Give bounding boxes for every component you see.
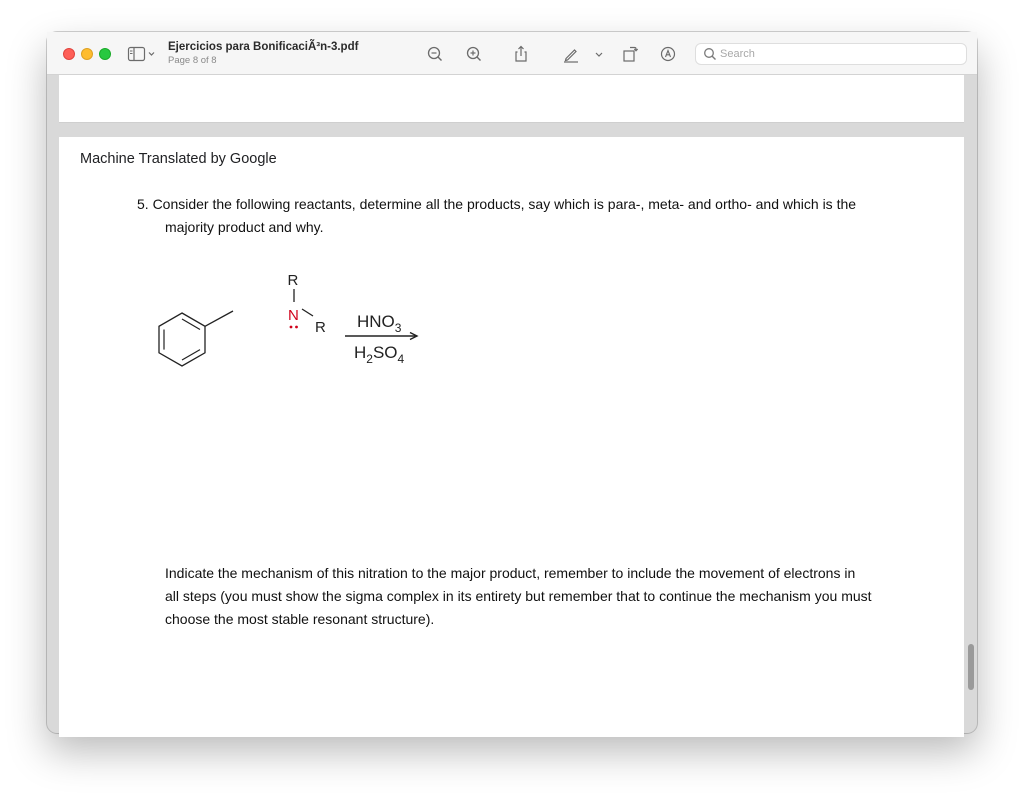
rotate-button[interactable]: [619, 43, 641, 65]
mechanism-instructions: [165, 562, 872, 631]
zoom-in-button[interactable]: [463, 43, 485, 65]
lone-pair-dot: [290, 326, 293, 329]
sidebar-toggle-button[interactable]: [127, 45, 159, 63]
preview-window: [47, 32, 977, 733]
page-indicator: Page 8 of 8: [168, 55, 217, 66]
aryl-nitrogen-bond: [205, 311, 233, 326]
vertical-scrollbar[interactable]: [968, 644, 974, 690]
search-field[interactable]: [695, 43, 967, 65]
lone-pair-dot: [295, 326, 298, 329]
zoom-out-icon: [424, 43, 446, 65]
annotate-button[interactable]: [657, 43, 679, 65]
nitrogen-atom: N: [288, 307, 299, 324]
benzene-ring-icon: [159, 313, 205, 366]
question-line-2: majority product and why.: [165, 219, 324, 235]
zoom-button[interactable]: [99, 48, 111, 60]
search-input[interactable]: [720, 46, 960, 62]
mechanism-line-1: Indicate the mechanism of this nitration to the major product, remember to include the movement of electrons in: [165, 565, 856, 581]
close-button[interactable]: [63, 48, 75, 60]
title-bar: [47, 32, 977, 75]
sidebar-icon: [127, 45, 159, 63]
substituent-r-top: R: [287, 272, 299, 289]
rotate-icon: [619, 43, 641, 65]
minimize-button[interactable]: [81, 48, 93, 60]
chevron-down-icon: [592, 43, 606, 65]
markup-menu-button[interactable]: [592, 43, 606, 65]
share-button[interactable]: [510, 43, 532, 65]
zoom-in-icon: [463, 43, 485, 65]
share-icon: [510, 43, 532, 65]
mechanism-line-3: choose the most stable resonant structure).: [165, 611, 435, 627]
reagent-h2so4: $H_2SO_4$: [354, 343, 405, 366]
question-text: [137, 193, 856, 239]
search-icon: [703, 47, 717, 61]
zoom-out-button[interactable]: [424, 43, 446, 65]
document-title: Ejercicios para BonificaciÃ³n-3.pdf: [168, 41, 359, 53]
pdf-page-current: [59, 137, 964, 737]
substituent-r-right: R: [315, 319, 326, 336]
question-line-1: 5. Consider the following reactants, determine all the products, say which is para-, meta- and ortho- and which is the: [137, 196, 857, 212]
translation-header: Machine Translated by Google: [80, 151, 277, 167]
markup-pen-icon: [560, 43, 582, 65]
markup-button[interactable]: [560, 43, 582, 65]
reaction-scheme: [149, 257, 405, 369]
mechanism-line-2: all steps (you must show the sigma complex in its entirety but remember that to continue the mechanism you must: [165, 588, 872, 604]
annotate-icon: [657, 43, 679, 65]
reagent-hno3: $HNO_3$: [357, 312, 402, 335]
n-r-bond-right: [302, 309, 313, 316]
pdf-page-previous: [59, 75, 964, 123]
